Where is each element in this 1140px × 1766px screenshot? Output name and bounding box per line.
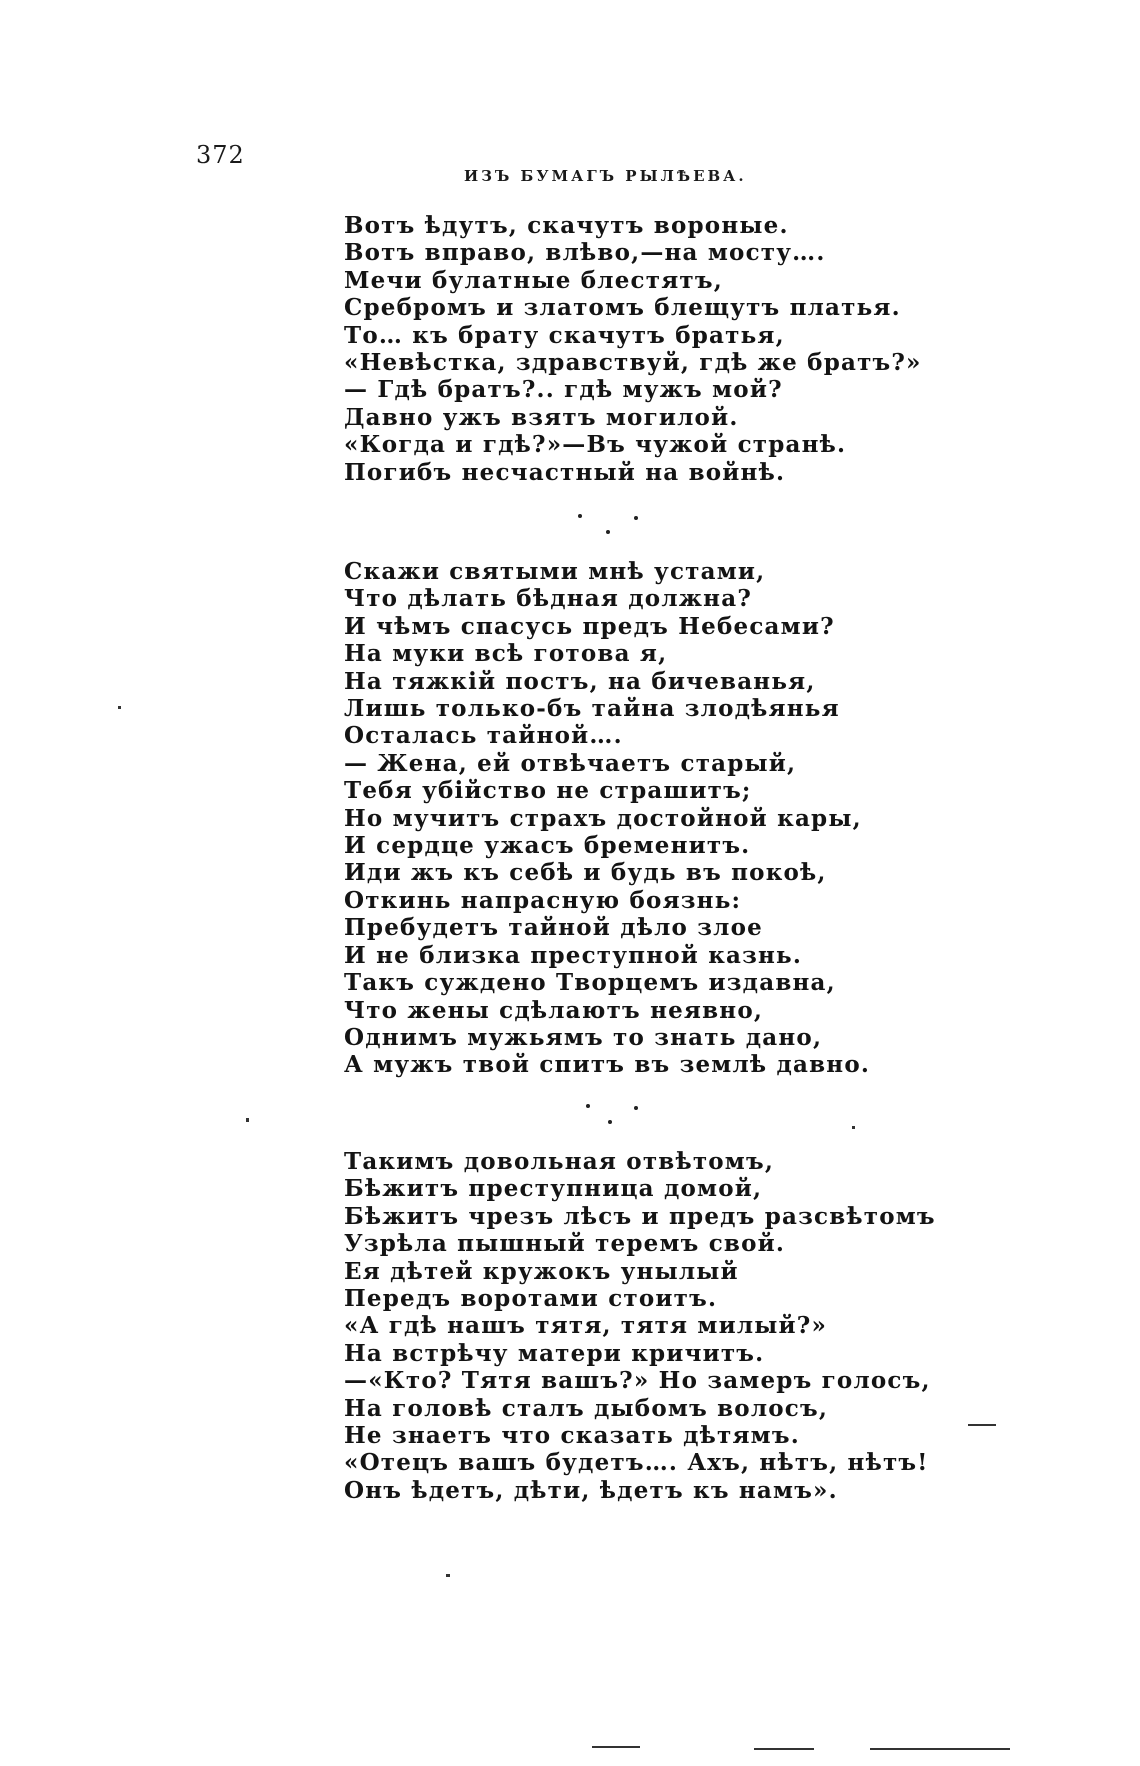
verse-line: Вотъ вправо, влѣво,—на мосту…. [344, 239, 826, 267]
verse-line: Узрѣла пышный теремъ свой. [344, 1230, 786, 1258]
verse-line: А мужъ твой спитъ въ землѣ давно. [344, 1051, 871, 1079]
page-number: 372 [196, 141, 245, 169]
scan-artifact [592, 1746, 640, 1748]
verse-line: — Жена, ей отвѣчаетъ старый, [344, 749, 797, 777]
verse-line: Бѣжитъ чрезъ лѣсъ и предъ разсвѣтомъ [344, 1202, 936, 1230]
verse-line: «Когда и гдѣ?»—Въ чужой странѣ. [344, 431, 847, 459]
verse-line: Пребудетъ тайной дѣло злое [344, 914, 763, 942]
verse-line: И не близка преступной казнь. [344, 941, 803, 969]
verse-line: «Отецъ вашъ будетъ…. Ахъ, нѣтъ, нѣтъ! [344, 1449, 929, 1477]
verse-line: Онъ ѣдетъ, дѣти, ѣдетъ къ намъ». [344, 1476, 838, 1504]
verse-line: Тебя убійство не страшитъ; [344, 777, 752, 805]
verse-line: Но мучитъ страхъ достойной кары, [344, 804, 862, 832]
stanza-divider [572, 510, 662, 540]
verse-line: Осталась тайной…. [344, 722, 623, 750]
stanza-1 [344, 212, 964, 486]
verse-line: —«Кто? Тятя вашъ?» Но замеръ голосъ, [344, 1367, 931, 1395]
verse-line: Что жены сдѣлаютъ неявно, [344, 996, 764, 1024]
scan-artifact [446, 1574, 450, 1577]
verse-line: И чѣмъ спасусь предъ Небесами? [344, 612, 835, 640]
verse-line: Погибъ несчастный на войнѣ. [344, 458, 786, 486]
verse-line: Вотъ ѣдутъ, скачутъ вороные. [344, 212, 789, 239]
verse-line: Сребромъ и златомъ блещутъ платья. [344, 294, 901, 322]
verse-line: Однимъ мужьямъ то знать дано, [344, 1023, 823, 1051]
verse-line: Что дѣлать бѣдная должна? [344, 585, 752, 613]
verse-line: «А гдѣ нашъ тятя, тятя милый?» [344, 1312, 828, 1340]
verse-line: Давно ужъ взятъ могилой. [344, 403, 739, 431]
verse-line: — Гдѣ братъ?.. гдѣ мужъ мой? [344, 376, 783, 404]
stanza-divider [572, 1100, 662, 1130]
verse-line: Не знаетъ что сказать дѣтямъ. [344, 1422, 800, 1450]
scan-artifact [754, 1748, 814, 1750]
verse-line: Передъ воротами стоитъ. [344, 1285, 718, 1313]
verse-line: Бѣжитъ преступница домой, [344, 1175, 763, 1203]
scan-artifact [870, 1748, 1010, 1750]
verse-line: «Невѣстка, здравствуй, гдѣ же братъ?» [344, 349, 922, 377]
verse-line: На муки всѣ готова я, [344, 640, 668, 668]
stanza-2 [344, 558, 964, 1079]
verse-line: Откинь напрасную боязнь: [344, 886, 742, 914]
verse-line: На тяжкій постъ, на бичеванья, [344, 667, 816, 695]
verse-line: Такъ суждено Творцемъ издавна, [344, 969, 836, 997]
scan-artifact [852, 1126, 855, 1129]
verse-line: Ея дѣтей кружокъ унылый [344, 1257, 739, 1285]
verse-line: На головѣ сталъ дыбомъ волосъ, [344, 1394, 829, 1422]
scan-artifact [246, 1118, 249, 1122]
verse-line: Такимъ довольная отвѣтомъ, [344, 1148, 775, 1175]
scan-artifact [118, 706, 121, 709]
verse-line: То… къ брату скачутъ братья, [344, 321, 785, 349]
verse-line: И сердце ужасъ бременитъ. [344, 832, 751, 860]
running-head: ИЗЪ БУМАГЪ РЫЛѢЕВА. [464, 167, 747, 185]
verse-line: Мечи булатные блестятъ, [344, 266, 723, 294]
scan-artifact [968, 1424, 996, 1426]
verse-line: Скажи святыми мнѣ устами, [344, 558, 766, 585]
verse-line: Иди жъ къ себѣ и будь въ покоѣ, [344, 859, 827, 887]
verse-line: На встрѣчу матери кричитъ. [344, 1339, 765, 1367]
verse-line: Лишь только-бъ тайна злодѣянья [344, 695, 840, 723]
stanza-3 [344, 1148, 964, 1504]
